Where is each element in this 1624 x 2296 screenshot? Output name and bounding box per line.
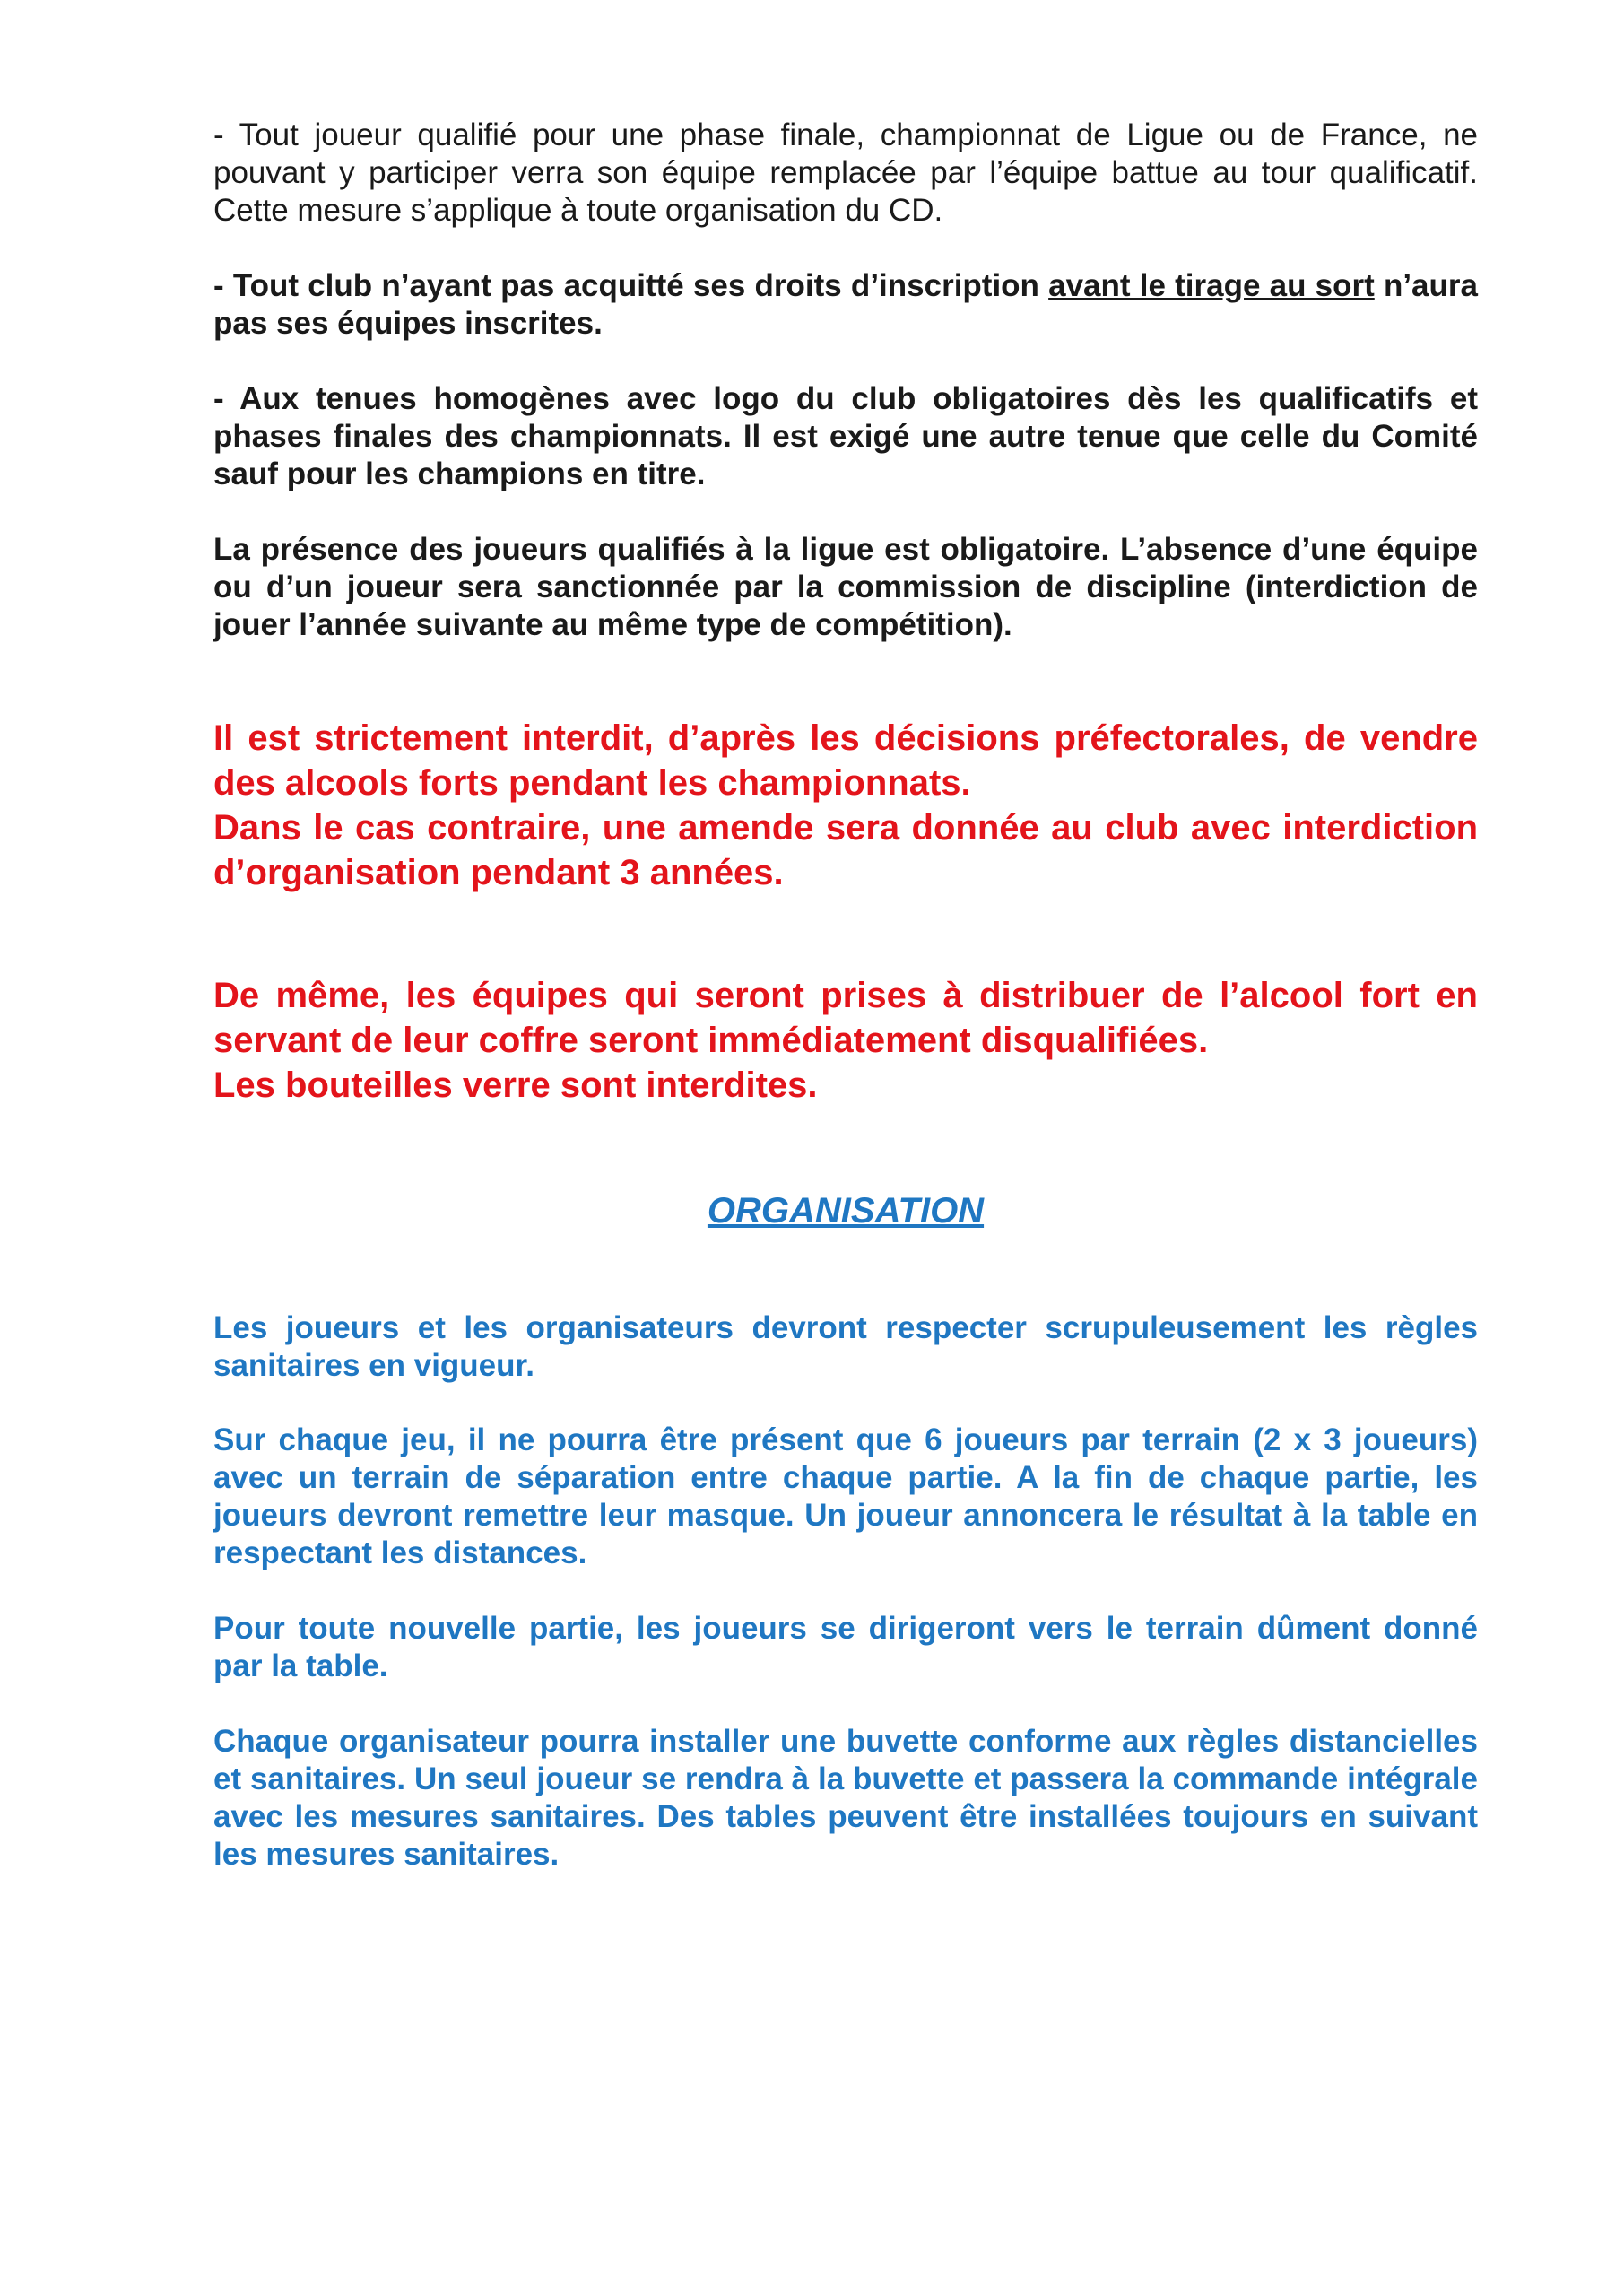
rule-league-attendance: La présence des joueurs qualifiés à la ligue est obligatoire. L’absence d’une équipe ou d’un joueur sera sanctionnée par la commission de discipline (interdiction de jouer l’année suivante au même type de compétition). — [213, 532, 1478, 642]
organisation-refreshment-bar: Chaque organisateur pourra installer une buvette conforme aux règles distancielles et sanitaires. Un seul joueur se rendra à la buvette et passera la commande intégrale avec les mesures sanitaires. Des tables peuvent être installées toujours en suivant les mesures sanitaires. — [213, 1724, 1478, 1872]
trunk-alcohol-disqualification: De même, les équipes qui seront prises à distribuer de l’alcool fort en servant de leur coffre seront immédiatement disqualifiées. — [213, 976, 1478, 1060]
alcohol-warning — [213, 716, 1478, 895]
rule-qualified-player: - Tout joueur qualifié pour une phase finale, championnat de Ligue ou de France, ne pouvant y participer verra son équipe remplacée par l’équipe battue au tour qualificatif. Cette mesure s’applique à toute organisation du CD. — [213, 117, 1478, 228]
organisation-sanitary-rules: Les joueurs et les organisateurs devront respecter scrupuleusement les règles sanitaires en vigueur. — [213, 1310, 1478, 1383]
organisation-players-per-field: Sur chaque jeu, il ne pourra être présent que 6 joueurs par terrain (2 x 3 joueurs) avec un terrain de séparation entre chaque partie. A la fin de chaque partie, les joueurs devront remettre leur masque. Un joueur annoncera le résultat à la table en respectant les distances. — [213, 1422, 1478, 1570]
rule-registration-fees-end: n’aura pas ses équipes inscrites. — [213, 268, 1478, 341]
alcohol-penalty: Dans le cas contraire, une amende sera donnée au club avec interdiction d’organisation pendant 3 années. — [213, 808, 1478, 892]
glass-bottles-ban: Les bouteilles verre sont interdites. — [213, 1065, 818, 1105]
organisation-new-game: Pour toute nouvelle partie, les joueurs se dirigeront vers le terrain dûment donné par la table. — [213, 1611, 1478, 1683]
rule-registration-fees-start: - Tout club n’ayant pas acquitté ses droits d’inscription — [213, 268, 1049, 303]
rule-team-outfits: - Aux tenues homogènes avec logo du club obligatoires dès les qualificatifs et phases finales des championnats. Il est exigé une autre tenue que celle du Comité sauf pour les champions en titre. — [213, 381, 1478, 491]
alcohol-ban: Il est strictement interdit, d’après les décisions préfectorales, de vendre des alcools forts pendant les championnats. — [213, 718, 1478, 803]
organisation-heading: ORGANISATION — [707, 1191, 985, 1231]
rule-registration-fees-deadline: avant le tirage au sort — [1048, 268, 1375, 303]
trunk-alcohol-warning — [213, 973, 1478, 1108]
rule-registration-fees — [213, 267, 1478, 343]
